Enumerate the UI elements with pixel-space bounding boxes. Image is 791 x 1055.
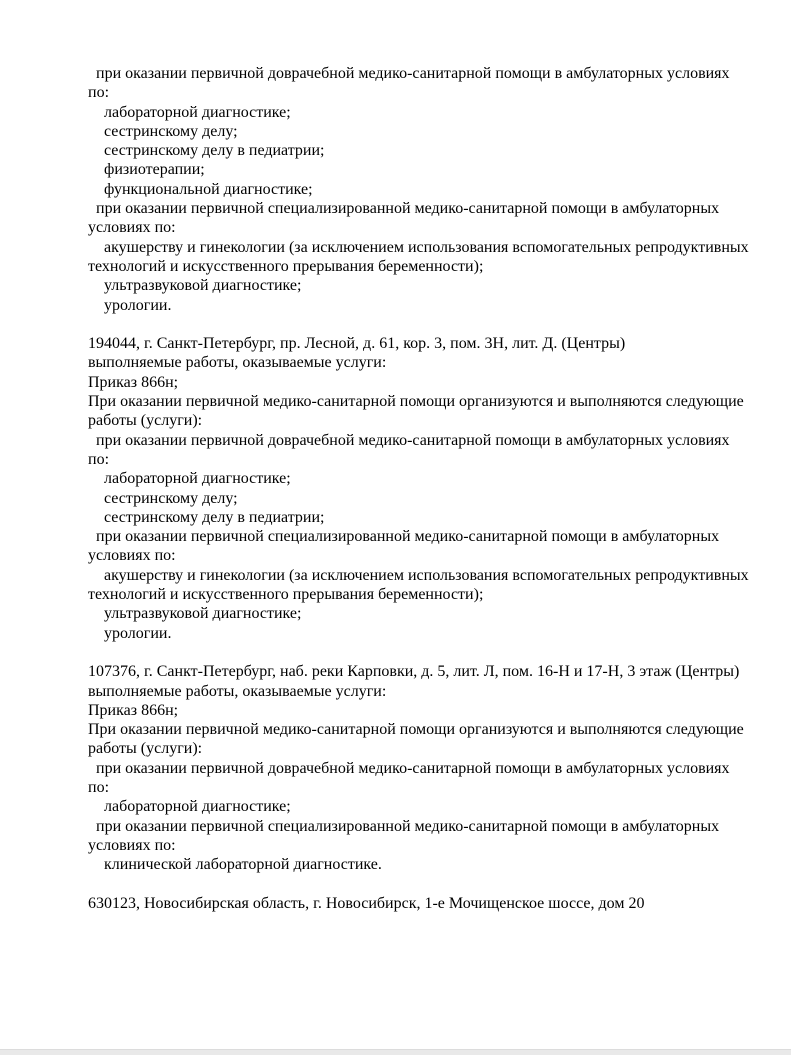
document-line: сестринскому делу в педиатрии; <box>104 508 325 526</box>
document-line: сестринскому делу; <box>104 489 238 507</box>
document-line: по: <box>88 84 110 102</box>
section-address-107376 <box>88 662 751 874</box>
document-line: урологии. <box>104 296 172 314</box>
document-line: при оказании первичной доврачебной медико-санитарной помощи в амбулаторных условиях <box>96 431 730 449</box>
document-line: 630123, Новосибирская область, г. Новосибирск, 1-е Мочищенское шоссе, дом 20 <box>88 894 645 912</box>
document-line: При оказании первичной медико-санитарной помощи организуются и выполняются следующие <box>88 393 744 411</box>
document-line: 194044, г. Санкт-Петербург, пр. Лесной, д. 61, кор. 3, пом. 3Н, лит. Д. (Центры) <box>88 335 626 353</box>
document-line: ультразвуковой диагностике; <box>104 605 302 623</box>
document-line: урологии. <box>104 624 172 642</box>
document-line: акушерству и гинекологии (за исключением использования вспомогательных репродуктивных <box>104 566 749 584</box>
document-line: выполняемые работы, оказываемые услуги: <box>88 354 387 372</box>
document-line: Приказ 866н; <box>88 373 179 391</box>
document-line: клинической лабораторной диагностике. <box>104 856 382 874</box>
document-line: технологий и искусственного прерывания беременности); <box>88 257 484 275</box>
document-line: при оказании первичной доврачебной медико-санитарной помощи в амбулаторных условиях <box>96 759 730 777</box>
footer-divider-bar <box>0 1049 791 1055</box>
section-address-194044 <box>88 334 751 643</box>
document-line: условиях по: <box>88 219 176 237</box>
document-line: сестринскому делу; <box>104 122 238 140</box>
document-line: работы (услуги): <box>88 412 203 430</box>
document-line: При оказании первичной медико-санитарной помощи организуются и выполняются следующие <box>88 721 744 739</box>
document-line: при оказании первичной специализированной медико-санитарной помощи в амбулаторных <box>96 200 720 218</box>
section-services-continued <box>88 64 751 315</box>
document-line: по: <box>88 450 110 468</box>
section-address-630123 <box>88 894 751 913</box>
document-line: сестринскому делу в педиатрии; <box>104 142 325 160</box>
document-line: лабораторной диагностике; <box>104 103 291 121</box>
document-line: 107376, г. Санкт-Петербург, наб. реки Карповки, д. 5, лит. Л, пом. 16-Н и 17-Н, 3 этаж (Центры) <box>88 663 740 681</box>
document-line: условиях по: <box>88 547 176 565</box>
document-line: при оказании первичной специализированной медико-санитарной помощи в амбулаторных <box>96 528 720 546</box>
document-line: Приказ 866н; <box>88 701 179 719</box>
document-line: функциональной диагностике; <box>104 180 313 198</box>
document-line: ультразвуковой диагностике; <box>104 277 302 295</box>
document-line: условиях по: <box>88 836 176 854</box>
document-line: физиотерапии; <box>104 161 205 179</box>
document-line: лабораторной диагностике; <box>104 470 291 488</box>
document-line: лабораторной диагностике; <box>104 798 291 816</box>
document-line: технологий и искусственного прерывания беременности); <box>88 586 484 604</box>
document-line: при оказании первичной специализированной медико-санитарной помощи в амбулаторных <box>96 817 720 835</box>
document-line: выполняемые работы, оказываемые услуги: <box>88 682 387 700</box>
document-line: работы (услуги): <box>88 740 203 758</box>
document-line: по: <box>88 778 110 796</box>
document-line: при оказании первичной доврачебной медико-санитарной помощи в амбулаторных условиях <box>96 65 730 82</box>
document-line: акушерству и гинекологии (за исключением использования вспомогательных репродуктивных <box>104 238 749 256</box>
